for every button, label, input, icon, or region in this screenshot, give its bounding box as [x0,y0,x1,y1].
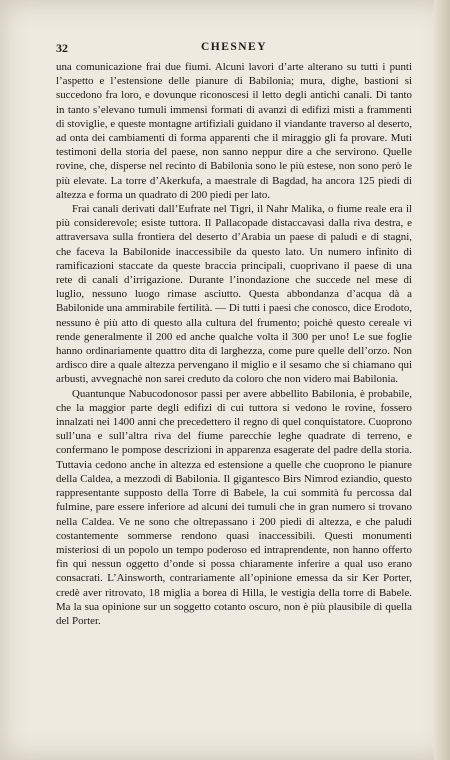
paragraph-2: Frai canali derivati dall’Eufrate nel Tigri, il Nahr Malika, o fiume reale era il più considerevole; esiste tuttora. Il Pallacopade distaccavasi dalla riva destra, e attraversava sulla frontiera del deserto d’Arabia un paese di paludi e di stagni, che faceva la Babilonide inaccessibile da questo lato. Un numero infinito di ramificazioni staccate da queste braccia principali, cuoprivano il paese di una rete di canali d’irrigazione. Durante l’inondazione che succede nel mese di luglio, nessuno luogo rimase asciutto. Questa abbondanza d’acqua dà a Babilonide una ammirabile fertilità. — Di tutti i paesi che conosco, dice Erodoto, nessuno è più atto di questo alla cultura del frumento; poichè questo cereale vi rende generalmente il 200 ed anche qualche volta il 300 per uno! Le sue foglie hanno ordinariamente quattro dita di larghezza, come pure quelle dell’orzo. Non ardisco dire a quale altezza pervengano il miglio e il sesamo che si chiamano qui arbusti, avvegnachè non sarei creduto da coloro che non videro mai Babilonia. [56,203,412,386]
page-header [56,41,412,57]
running-head: CHESNEY [200,41,268,53]
body-text [56,60,412,628]
paragraph-1: una comunicazione frai due fiumi. Alcuni lavori d’arte alterano su tutti i punti l’aspetto e l’estensione delle pianure di Babilonia; mura, dighe, bastioni si succedono fra loro, e dovunque riconoscesi il letto degli antichi canali. Di tanto in tanto s’elevano tumuli immensi formati di avanzi di edifizi misti a frammenti di stoviglie, e queste montagne artifiziali guidano il viandante traverso al deserto, ad onta dei cambiamenti di forma apparenti che il miraggio gli fa provare. Muti testimoni della storia del paese, non sanno neppur dire a che servirono. Quelle rovine, che, disperse nel recinto di Babilonia sono le più estese, non sono però le più elevate. La torre d’Akerkufa, a maestrale di Bagdad, ha ancora 125 piedi di altezza e forma un quadrato di 200 piedi per lato. [56,61,412,201]
paragraph-3: Quantunque Nabucodonosor passi per avere abbellito Babilonia, è probabile, che la maggior parte degli edifizi di cui tuttora si vedono le rovine, fossero innalzati nei 1400 anni che precedettero il regno di quel conquistatore. Cuoprono sull’una e sull’altra riva del fiume parecchie leghe quadrate di terreno, e confermano le pompose descrizioni in apparenza esagerate del padre della storia. Tuttavia cedono anche in altezza ed estensione a quelle che cuoprono le pianure della Caldea, a mezzodì di Babilonia. Il gigantesco Birs Nimrod eziandio, questo rappresentante supposto della Torre di Babele, la cui sommità fu percossa dal fulmine, pare essere inferiore ad alcuni dei tumuli che in gran numero si trovano nella Caldea. Ve ne sono che oltrepassano i 200 piedi di altezza, e che paludi costantemente sommerse rendono quasi inaccessibili. Questi monumenti misteriosi di un popolo un tempo poderoso ed intraprendente, non hanno offerto fin qui nessun oggetto d’onde si possa chiaramente inferire a qual uso erano consacrati. L’Ainsworth, contrariamente all’opinione emessa da sir Ker Porter, credè aver ritrovato, 18 miglia a borea di Hilla, le vestigia della torre di Babele. Ma la sua opinione sur un soggetto cotanto oscuro, non è più plausibile di quella del Porter. [56,387,412,627]
page-number: 32 [56,41,68,55]
page-edge [434,0,450,760]
